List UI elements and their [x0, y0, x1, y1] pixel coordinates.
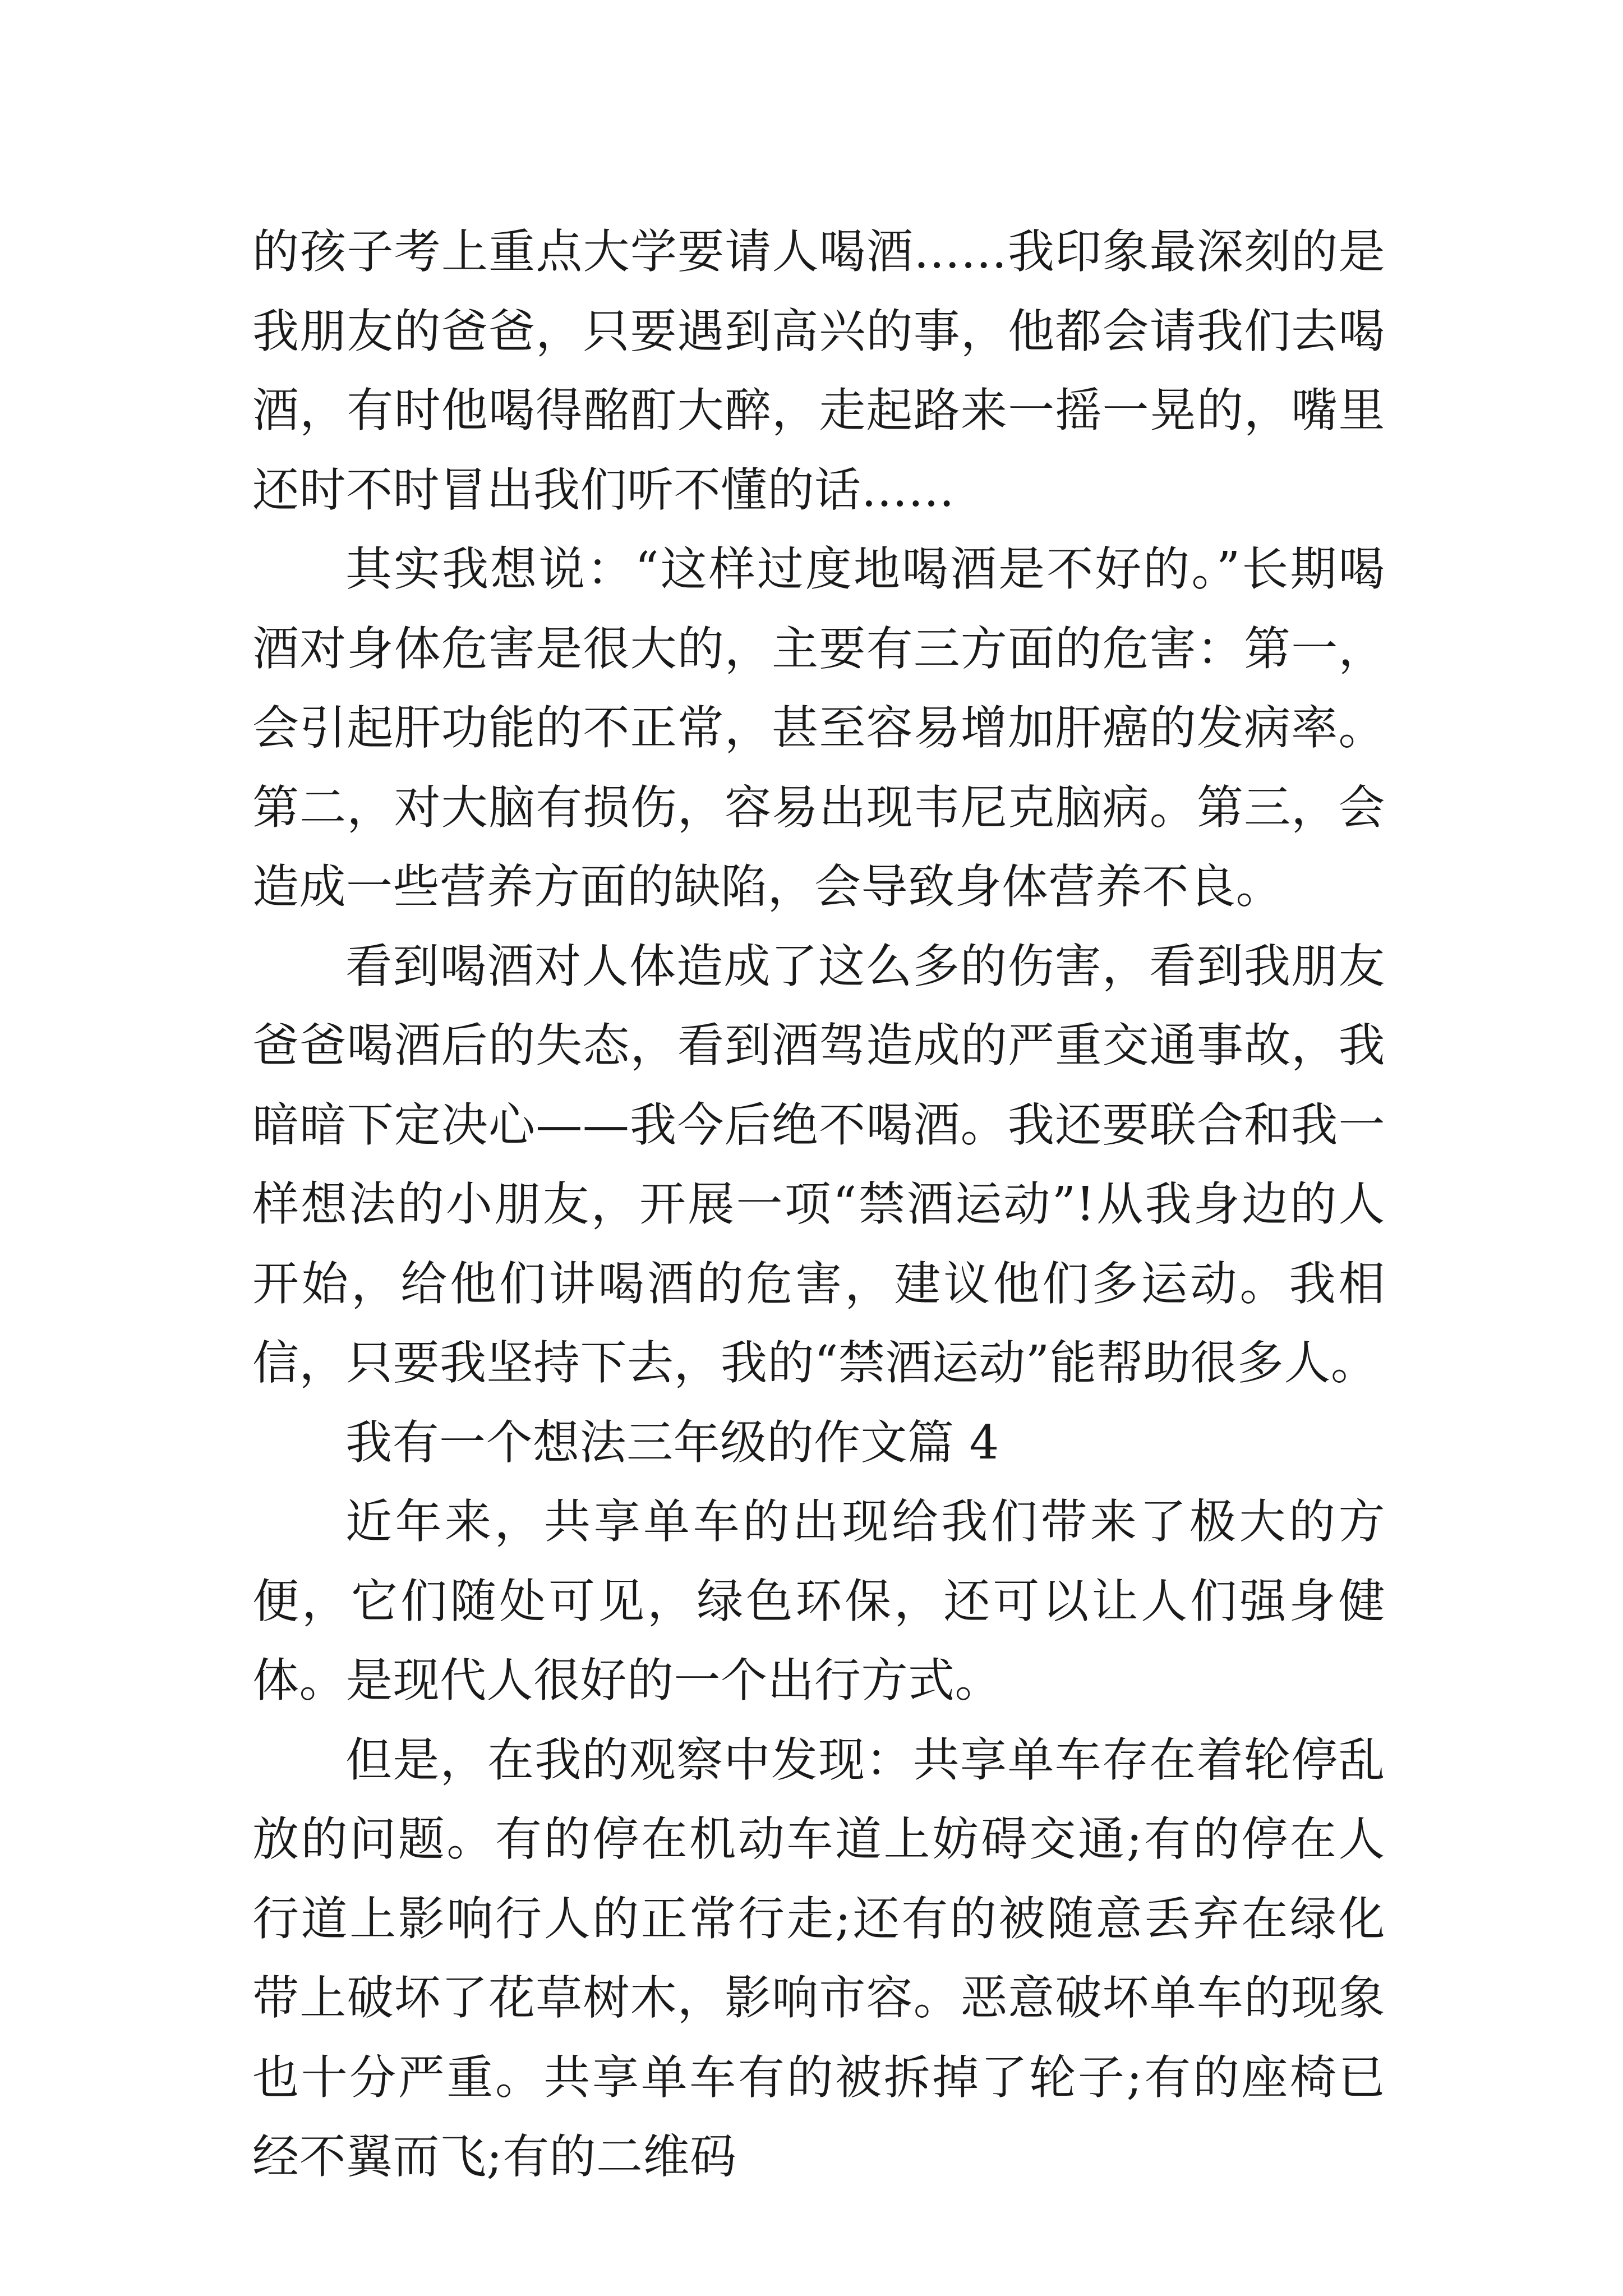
- paragraph-drinking-harm: 其实我想说：“这样过度地喝酒是不好的。”长期喝酒对身体危害是很大的，主要有三方面的危害：第一，会引起肝功能的不正常，甚至容易增加肝癌的发病率。第二，对大脑有损伤，容易出现韦尼克脑病。第三，会造成一些营养方面的缺陷，会导致身体营养不良。: [252, 542, 1385, 914]
- paragraph-shared-bikes-problems: 但是，在我的观察中发现：共享单车存在着轮停乱放的问题。有的停在机动车道上妨碍交通;有的停在人行道上影响行人的正常行走;还有的被随意丢弃在绿化带上破坏了花草树木，影响市容。恶意破坏单车的现象也十分严重。共享单车有的被拆掉了轮子;有的座椅已经不翼而飞;有的二维码: [252, 1732, 1385, 2184]
- paragraph-resolution: 看到喝酒对人体造成了这么多的伤害，看到我朋友爸爸喝酒后的失态，看到酒驾造成的严重交通事故，我暗暗下定决心——我今后绝不喝酒。我还要联合和我一样想法的小朋友，开展一项“禁酒运动”!从我身边的人开始，给他们讲喝酒的危害，建议他们多运动。我相信，只要我坚持下去，我的“禁酒运动”能帮助很多人。: [252, 938, 1385, 1390]
- paragraph-continuation: 的孩子考上重点大学要请人喝酒……我印象最深刻的是我朋友的爸爸，只要遇到高兴的事，他都会请我们去喝酒，有时他喝得酩酊大醉，走起路来一摇一晃的，嘴里还时不时冒出我们听不懂的话……: [252, 224, 1385, 517]
- paragraph-shared-bikes-intro: 近年来，共享单车的出现给我们带来了极大的方便，它们随处可见，绿色环保，还可以让人们强身健体。是现代人很好的一个出行方式。: [252, 1494, 1385, 1708]
- section-heading: 我有一个想法三年级的作文篇 4: [345, 1415, 999, 1470]
- document-page: [252, 212, 1385, 2197]
